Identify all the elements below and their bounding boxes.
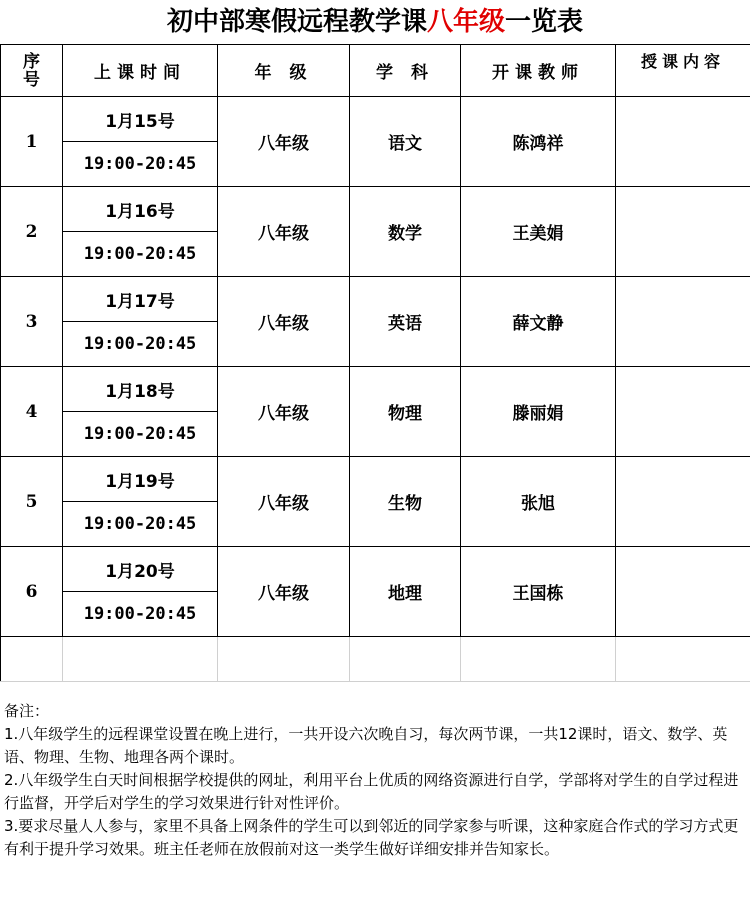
empty-cell — [350, 637, 461, 682]
row-teacher: 滕丽娟 — [461, 367, 616, 457]
row-subject: 生物 — [350, 457, 461, 547]
empty-row — [1, 637, 750, 682]
header-time: 上课时间 — [63, 45, 218, 97]
row-grade: 八年级 — [218, 457, 350, 547]
title-suffix: 一览表 — [505, 7, 584, 37]
row-date: 1月20号 — [63, 547, 218, 592]
empty-cell — [1, 637, 63, 682]
row-grade: 八年级 — [218, 367, 350, 457]
row-time: 19:00-20:45 — [63, 232, 218, 277]
note-item-2: 2.八年级学生白天时间根据学校提供的网址，利用平台上优质的网络资源进行自学，学部将对学生的自学过程进行监督，开学后对学生的学习效果进行针对性评价。 — [4, 771, 739, 812]
note-item-3: 3.要求尽量人人参与，家里不具备上网条件的学生可以到邻近的同学家参与听课，这种家庭合作式的学习方式更有利于提升学习效果。班主任老师在放假前对这一类学生做好详细安排并告知家长。 — [4, 817, 739, 858]
row-content — [616, 367, 750, 457]
row-number: 1 — [1, 97, 63, 187]
empty-cell — [616, 637, 750, 682]
table-row — [1, 547, 750, 592]
page-title — [0, 0, 750, 44]
note-item-1: 1.八年级学生的远程课堂设置在晚上进行，一共开设六次晚自习，每次两节课，一共12课时，语文、数学、英语、物理、生物、地理各两个课时。 — [4, 725, 728, 766]
row-content — [616, 547, 750, 637]
row-subject: 数学 — [350, 187, 461, 277]
header-teacher: 开课教师 — [461, 45, 616, 97]
row-date: 1月17号 — [63, 277, 218, 322]
row-number: 2 — [1, 187, 63, 277]
table-row — [1, 187, 750, 232]
row-subject: 物理 — [350, 367, 461, 457]
row-time: 19:00-20:45 — [63, 322, 218, 367]
row-grade: 八年级 — [218, 547, 350, 637]
row-number: 3 — [1, 277, 63, 367]
empty-cell — [63, 637, 218, 682]
empty-cell — [218, 637, 350, 682]
header-subject: 学 科 — [350, 45, 461, 97]
title-highlight: 八年级 — [426, 7, 505, 37]
notes-section — [4, 700, 746, 861]
header-content: 授课内容 — [616, 45, 750, 97]
row-grade: 八年级 — [218, 97, 350, 187]
row-content — [616, 457, 750, 547]
header-grade: 年 级 — [218, 45, 350, 97]
row-subject: 地理 — [350, 547, 461, 637]
row-content — [616, 97, 750, 187]
row-date: 1月15号 — [63, 97, 218, 142]
row-number: 4 — [1, 367, 63, 457]
row-subject: 英语 — [350, 277, 461, 367]
row-grade: 八年级 — [218, 277, 350, 367]
row-time: 19:00-20:45 — [63, 502, 218, 547]
row-teacher: 王国栋 — [461, 547, 616, 637]
row-teacher: 张旭 — [461, 457, 616, 547]
row-content — [616, 277, 750, 367]
header-seq — [1, 45, 63, 97]
row-number: 5 — [1, 457, 63, 547]
row-time: 19:00-20:45 — [63, 592, 218, 637]
row-subject: 语文 — [350, 97, 461, 187]
row-date: 1月18号 — [63, 367, 218, 412]
header-seq-label: 序号 — [23, 51, 40, 90]
row-date: 1月16号 — [63, 187, 218, 232]
row-grade: 八年级 — [218, 187, 350, 277]
row-content — [616, 187, 750, 277]
title-prefix: 初中部寒假远程教学课 — [166, 7, 427, 37]
header-row — [1, 45, 750, 97]
empty-cell — [461, 637, 616, 682]
notes-heading: 备注： — [4, 702, 50, 720]
table-row — [1, 97, 750, 142]
row-time: 19:00-20:45 — [63, 412, 218, 457]
table-row — [1, 457, 750, 502]
row-teacher: 陈鸿祥 — [461, 97, 616, 187]
table-row — [1, 277, 750, 322]
schedule-table — [0, 44, 750, 682]
table-row — [1, 367, 750, 412]
row-number: 6 — [1, 547, 63, 637]
row-time: 19:00-20:45 — [63, 142, 218, 187]
row-date: 1月19号 — [63, 457, 218, 502]
row-teacher: 王美娟 — [461, 187, 616, 277]
row-teacher: 薛文静 — [461, 277, 616, 367]
